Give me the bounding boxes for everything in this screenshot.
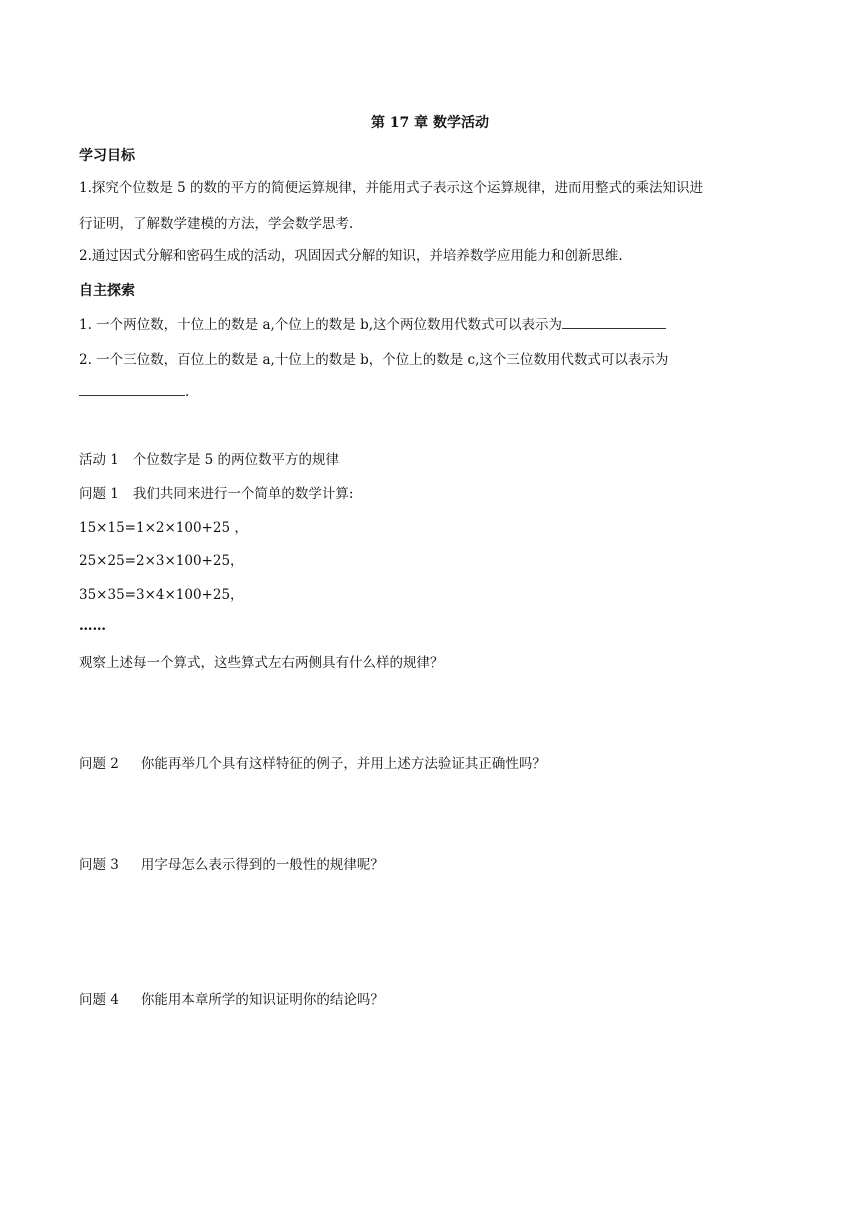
problem-1-text: 我们共同来进行一个简单的数学计算:: [132, 486, 354, 502]
answer-blank-2[interactable]: [79, 381, 185, 396]
problem-4: [79, 990, 384, 1010]
equation-3: 35×35=3×4×100+25，: [79, 587, 244, 603]
objective-1-line-1: 1.探究个位数是 5 的数的平方的简便运算规律，并能用式子表示这个运算规律，进而用整式的乘法知识进: [79, 180, 704, 196]
objective-2: 2.通过因式分解和密码生成的活动，巩固因式分解的知识，并培养数学应用能力和创新思维.: [79, 248, 623, 264]
problem-4-text: 你能用本章所学的知识证明你的结论吗？: [140, 992, 384, 1008]
activity-label: 活动 1: [79, 452, 119, 468]
objectives-heading: 学习目标: [79, 148, 135, 164]
problem-2-text: 你能再举几个具有这样特征的例子，并用上述方法验证其正确性吗？: [140, 756, 546, 772]
problem-2-label: 问题 2: [79, 756, 119, 772]
problem-1-label: 问题 1: [79, 486, 119, 502]
explore-heading: 自主探索: [79, 283, 135, 299]
answer-blank-1[interactable]: [562, 314, 666, 329]
explore-question-1-text: 1. 一个两位数，十位上的数是 a,个位上的数是 b,这个两位数用代数式可以表示为: [79, 317, 563, 333]
problem-1: [79, 484, 353, 504]
problem-3-text: 用字母怎么表示得到的一般性的规律呢？: [140, 857, 384, 873]
problem-2: [79, 754, 546, 774]
equation-1: 15×15=1×2×100+25 ，: [79, 520, 248, 536]
equation-2: 25×25=2×3×100+25，: [79, 553, 244, 569]
problem-3-label: 问题 3: [79, 857, 119, 873]
problem-3: [79, 855, 384, 875]
explore-question-2-line-1: 2. 一个三位数，百位上的数是 a,十位上的数是 b，个位上的数是 c,这个三位数用代数式可以表示为: [79, 352, 669, 368]
explore-question-2-line-2: [79, 381, 189, 402]
explore-question-2-end: .: [185, 384, 190, 400]
chapter-title: 第 17 章 数学活动: [370, 115, 490, 131]
activity-1-heading: [79, 450, 339, 470]
ellipsis: ……: [79, 618, 106, 634]
problem-4-label: 问题 4: [79, 992, 119, 1008]
observe-question: 观察上述每一个算式，这些算式左右两侧具有什么样的规律？: [79, 655, 444, 671]
explore-question-1: [79, 314, 666, 335]
objective-1-line-2: 行证明，了解数学建模的方法，学会数学思考.: [79, 216, 354, 232]
activity-title: 个位数字是 5 的两位数平方的规律: [132, 452, 340, 468]
